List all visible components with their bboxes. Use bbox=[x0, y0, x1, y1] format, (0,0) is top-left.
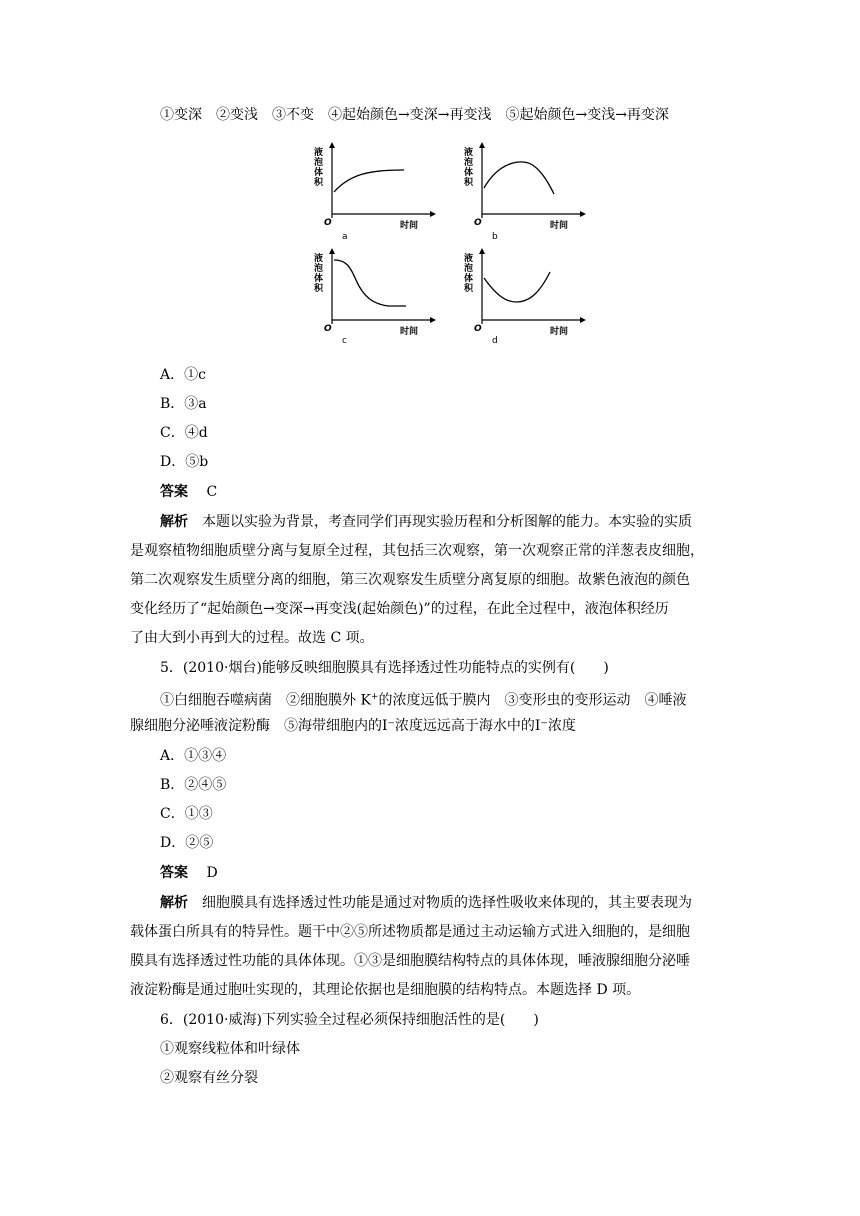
graph-figure bbox=[310, 140, 580, 350]
graph-c-origin: O bbox=[324, 324, 332, 334]
q5-choice-a: A．①③④ bbox=[160, 748, 227, 764]
q5-answer-label: 答案 bbox=[160, 865, 188, 881]
q5-items-sup: + bbox=[370, 692, 379, 702]
graph-b-caption: b bbox=[492, 232, 498, 242]
graph-c-ylabel: 液泡体积 bbox=[314, 254, 324, 294]
q4-analysis-line-4: 变化经历了“起始颜色→变深→再变浅(起始颜色)”的过程，在此全过程中，液泡体积经历 bbox=[130, 601, 669, 617]
graph-b-origin: O bbox=[474, 218, 482, 228]
q4-answer bbox=[160, 481, 732, 503]
graph-d-origin: O bbox=[474, 324, 482, 334]
q5-items-line-1 bbox=[160, 686, 732, 712]
q5-choice-d: D．②⑤ bbox=[160, 835, 214, 851]
q5-items-text-b: 的浓度远低于膜内 ③变形虫的变形运动 ④唾液 bbox=[378, 692, 687, 709]
graph-a bbox=[310, 140, 440, 240]
q5-answer-value: D bbox=[206, 865, 218, 881]
graph-c-caption: c bbox=[342, 336, 347, 346]
graph-a-xlabel: 时间 bbox=[400, 221, 419, 231]
q4-analysis-line-5: 了由大到小再到大的过程。故选 C 项。 bbox=[130, 630, 374, 646]
graph-b bbox=[460, 140, 590, 240]
q5-analysis-line-1 bbox=[160, 892, 732, 914]
graph-b-xlabel: 时间 bbox=[550, 221, 569, 231]
graph-d-caption: d bbox=[492, 336, 498, 346]
q5-analysis-line-2: 载体蛋白所具有的特异性。题干中②⑤所述物质都是通过主动运输方式进入细胞的，是细胞 bbox=[130, 924, 690, 940]
graph-d-xlabel: 时间 bbox=[550, 327, 569, 337]
q4-analysis-label: 解析 bbox=[160, 514, 188, 530]
graph-b-ylabel: 液泡体积 bbox=[464, 148, 474, 188]
q6-stem: 6．(2010·威海)下列实验全过程必须保持细胞活性的是( ) bbox=[160, 1012, 539, 1028]
graph-a-caption: a bbox=[342, 232, 348, 242]
graph-d bbox=[460, 248, 590, 348]
q4-analysis-line-1 bbox=[160, 511, 732, 533]
options-line: ①变深 ②变浅 ③不变 ④起始颜色→变深→再变浅 ⑤起始颜色→变浅→再变深 bbox=[160, 107, 669, 123]
q5-analysis-label: 解析 bbox=[160, 895, 188, 911]
q4-analysis-text-1: 本题以实验为背景，考查同学们再现实验历程和分析图解的能力。本实验的实质 bbox=[202, 514, 692, 530]
q6-item-1: ①观察线粒体和叶绿体 bbox=[160, 1041, 300, 1057]
q4-choice-a: A．①c bbox=[160, 367, 206, 383]
q5-items-text-a: ①白细胞吞噬病菌 ②细胞膜外 K bbox=[160, 692, 371, 709]
q5-choice-c: C．①③ bbox=[160, 806, 213, 822]
q4-answer-label: 答案 bbox=[160, 484, 188, 500]
q4-choice-c: C．④d bbox=[160, 425, 208, 441]
graph-c bbox=[310, 248, 440, 348]
q5-stem: 5．(2010·烟台)能够反映细胞膜具有选择透过性功能特点的实例有( ) bbox=[160, 660, 609, 676]
q5-choice-b: B．②④⑤ bbox=[160, 777, 227, 793]
q4-analysis-line-2: 是观察植物细胞质壁分离与复原全过程，其包括三次观察，第一次观察正常的洋葱表皮细胞， bbox=[130, 543, 704, 559]
q6-item-2: ②观察有丝分裂 bbox=[160, 1070, 258, 1086]
graph-a-ylabel: 液泡体积 bbox=[314, 148, 324, 188]
q4-choice-d: D．⑤b bbox=[160, 454, 209, 470]
q5-analysis-line-4: 液淀粉酶是通过胞吐实现的，其理论依据也是细胞膜的结构特点。本题选择 D 项。 bbox=[130, 982, 641, 998]
q5-answer bbox=[160, 862, 732, 884]
q4-answer-value: C bbox=[206, 484, 218, 500]
q4-analysis-line-3: 第二次观察发生质壁分离的细胞，第三次观察发生质壁分离复原的细胞。故紫色液泡的颜色 bbox=[130, 572, 690, 588]
q5-items-line-2: 腺细胞分泌唾液淀粉酶 ⑤海带细胞内的I⁻浓度远远高于海水中的I⁻浓度 bbox=[130, 718, 576, 734]
graph-c-xlabel: 时间 bbox=[400, 327, 419, 337]
q4-choice-b: B．③a bbox=[160, 396, 207, 412]
graph-d-ylabel: 液泡体积 bbox=[464, 254, 474, 294]
q5-analysis-line-3: 膜具有选择透过性功能的具体体现。①③是细胞膜结构特点的具体体现，唾液腺细胞分泌唾 bbox=[130, 953, 690, 969]
graph-a-origin: O bbox=[324, 218, 332, 228]
q5-analysis-text-1: 细胞膜具有选择透过性功能是通过对物质的选择性吸收来体现的，其主要表现为 bbox=[202, 895, 692, 911]
